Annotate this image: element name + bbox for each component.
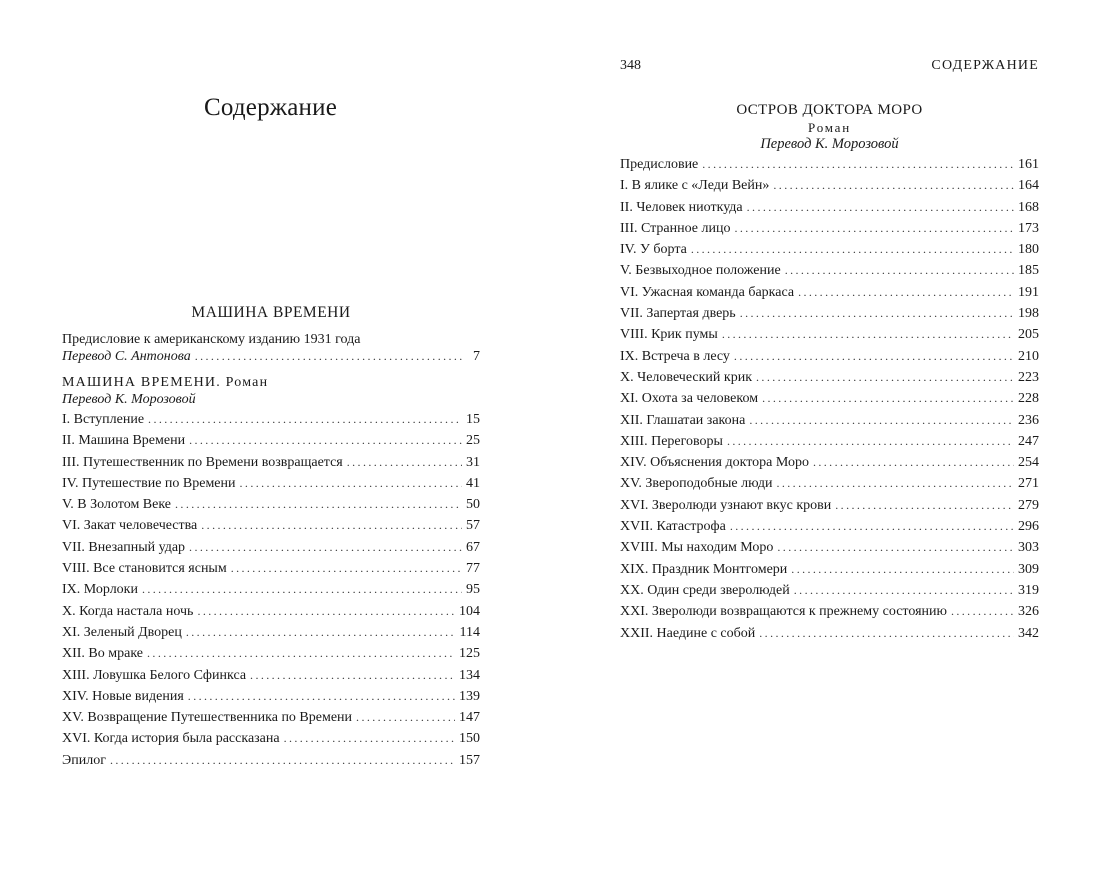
toc-entry-page: 236: [1018, 412, 1039, 428]
toc-entry: [620, 519, 1039, 540]
toc-entry-title: XVII. Катастрофа: [620, 519, 726, 535]
leader-dots: [189, 433, 462, 448]
toc-entry-title: IV. Путешествие по Времени: [62, 475, 236, 491]
right-page: [550, 0, 1100, 880]
toc-entry: [620, 604, 1039, 625]
toc-entry-title: III. Путешественник по Времени возвращается: [62, 454, 343, 470]
toc-entry-title: XIII. Переговоры: [620, 433, 723, 449]
toc-entry: [620, 562, 1039, 583]
toc-entry-title: VI. Ужасная команда баркаса: [620, 284, 795, 300]
toc-entry: [62, 561, 480, 582]
leader-dots: [791, 562, 1014, 577]
toc-entry: [62, 646, 480, 667]
leader-dots: [727, 434, 1014, 449]
toc-entry-title: Эпилог: [62, 752, 106, 768]
toc-entry: [62, 604, 480, 625]
novel-heading-block: [62, 375, 480, 409]
leader-dots: [722, 327, 1014, 342]
toc-list-right: [620, 157, 1039, 647]
toc-entry-page: 198: [1018, 306, 1039, 322]
toc-entry-title: X. Когда настала ночь: [62, 603, 194, 619]
leader-dots: [347, 455, 462, 470]
toc-entry-title: XII. Глашатаи закона: [620, 412, 746, 428]
toc-entry-title: XII. Во мраке: [62, 646, 144, 662]
toc-entry-page: 223: [1018, 369, 1039, 385]
toc-entry-title: XIV. Объяснения доктора Моро: [620, 455, 809, 471]
toc-entry-title: VIII. Все становится ясным: [62, 561, 227, 577]
leader-dots: [356, 710, 455, 725]
leader-dots: [201, 518, 462, 533]
leader-dots: [702, 157, 1014, 172]
novel-heading: [62, 375, 480, 392]
toc-entry: [620, 434, 1039, 455]
toc-entry-title: IX. Морлоки: [62, 582, 138, 598]
toc-list-left: [62, 412, 480, 774]
toc-entry-page: 205: [1018, 327, 1039, 343]
toc-entry-page: 50: [466, 497, 480, 513]
toc-entry-title: XVIII. Мы находим Моро: [620, 540, 774, 556]
toc-entry: [620, 413, 1039, 434]
toc-entry: [62, 455, 480, 476]
toc-entry-page: 157: [459, 752, 480, 768]
toc-entry-title: XVI. Когда история была рассказана: [62, 731, 280, 747]
toc-entry: [62, 476, 480, 497]
leader-dots: [794, 583, 1014, 598]
leader-dots: [759, 626, 1014, 641]
toc-entry-title: Предисловие: [620, 157, 699, 172]
toc-entry: [620, 498, 1039, 519]
toc-entry-page: 210: [1018, 348, 1039, 364]
toc-entry-title: XIV. Новые видения: [62, 688, 184, 704]
toc-entry: [620, 626, 1039, 647]
toc-entry: [62, 518, 480, 539]
leader-dots: [110, 753, 455, 768]
leader-dots: [734, 221, 1014, 236]
leader-dots: [776, 476, 1014, 491]
toc-entry-page: 134: [459, 667, 480, 683]
toc-entry-title: VI. Закат человечества: [62, 518, 198, 534]
toc-preface: [62, 332, 480, 368]
toc-entry-page: 164: [1018, 178, 1039, 194]
leader-dots: [195, 349, 462, 364]
leader-dots: [734, 349, 1014, 364]
leader-dots: [189, 540, 462, 555]
toc-entry: [620, 391, 1039, 412]
toc-entry: [620, 200, 1039, 221]
leader-dots: [691, 242, 1014, 257]
toc-entry: [620, 370, 1039, 391]
toc-entry-page: 15: [466, 412, 480, 427]
book-title-time-machine: МАШИНА ВРЕМЕНИ: [191, 304, 351, 321]
toc-entry-page: 228: [1018, 391, 1039, 407]
toc-entry-title: XI. Зеленый Дворец: [62, 624, 182, 640]
toc-entry: [620, 263, 1039, 284]
toc-entry-title: IX. Встреча в лесу: [620, 348, 730, 364]
book-genre: Роман: [807, 120, 852, 135]
toc-entry: [620, 540, 1039, 561]
toc-entry: [620, 327, 1039, 348]
preface-page: 7: [473, 349, 480, 364]
toc-entry-page: 319: [1018, 582, 1039, 598]
toc-entry-page: 296: [1018, 519, 1039, 535]
leader-dots: [813, 455, 1014, 470]
toc-entry-page: 168: [1018, 199, 1039, 215]
preface-title: Предисловие к американскому изданию 1931 года: [62, 332, 361, 347]
toc-entry: [620, 285, 1039, 306]
toc-entry-title: IV. У борта: [620, 242, 687, 258]
leader-dots: [747, 200, 1014, 215]
toc-entry-title: VII. Внезапный удар: [62, 539, 186, 555]
toc-entry: [620, 157, 1039, 178]
leader-dots: [762, 391, 1014, 406]
toc-entry-page: 95: [466, 582, 480, 598]
toc-entry-title: XV. Возвращение Путешественника по Времени: [62, 710, 353, 726]
leader-dots: [773, 178, 1014, 193]
toc-entry-page: 150: [459, 731, 480, 747]
toc-entry: [620, 476, 1039, 497]
leader-dots: [951, 604, 1014, 619]
toc-entry: [62, 582, 480, 603]
toc-entry-title: XVI. Зверолюди узнают вкус крови: [620, 497, 832, 513]
leader-dots: [148, 412, 462, 427]
leader-dots: [740, 306, 1014, 321]
toc-entry: [62, 540, 480, 561]
toc-entry: [620, 583, 1039, 604]
leader-dots: [284, 731, 455, 746]
toc-entry-page: 254: [1018, 455, 1039, 471]
toc-entry-title: V. В Золотом Веке: [62, 497, 172, 513]
toc-entry-title: XI. Охота за человеком: [620, 391, 759, 407]
toc-entry-page: 147: [459, 710, 480, 726]
leader-dots: [798, 285, 1014, 300]
toc-entry-page: 67: [466, 539, 480, 555]
toc-entry-title: II. Машина Времени: [62, 433, 186, 449]
toc-entry: [62, 625, 480, 646]
toc-entry-page: 25: [466, 433, 480, 449]
toc-entry-page: 31: [466, 454, 480, 470]
toc-entry: [62, 710, 480, 731]
leader-dots: [147, 646, 455, 661]
leader-dots: [188, 689, 455, 704]
leader-dots: [197, 604, 455, 619]
toc-entry-title: XXI. Зверолюди возвращаются к прежнему состоянию: [620, 604, 947, 620]
leader-dots: [730, 519, 1014, 534]
toc-entry-title: V. Безвыходное положение: [620, 263, 781, 279]
toc-entry: [62, 497, 480, 518]
novel-translator: Перевод К. Морозовой: [62, 392, 196, 407]
novel-genre: Роман: [225, 375, 269, 390]
toc-entry: [62, 689, 480, 710]
leader-dots: [142, 582, 462, 597]
toc-entry-title: I. Вступление: [62, 412, 145, 427]
toc-entry-title: XX. Один среди зверолюдей: [620, 582, 790, 598]
toc-entry-page: 180: [1018, 242, 1039, 258]
toc-entry-title: I. В ялике с «Леди Вейн»: [620, 178, 770, 194]
toc-entry-title: XXII. Наедине с собой: [620, 625, 756, 641]
toc-entry-page: 104: [459, 603, 480, 619]
leader-dots: [175, 497, 462, 512]
leader-dots: [777, 540, 1014, 555]
toc-entry-title: XIX. Праздник Монтгомери: [620, 561, 788, 577]
toc-entry-title: II. Человек ниоткуда: [620, 199, 743, 215]
toc-entry-page: 41: [466, 475, 480, 491]
toc-entry-page: 173: [1018, 220, 1039, 236]
toc-entry-page: 309: [1018, 561, 1039, 577]
toc-entry-page: 77: [466, 561, 480, 577]
preface-row: [62, 349, 480, 368]
toc-entry: [62, 412, 480, 433]
page-title: Содержание: [204, 94, 337, 121]
leader-dots: [231, 561, 462, 576]
toc-entry: [620, 349, 1039, 370]
toc-entry-title: VIII. Крик пумы: [620, 327, 718, 343]
toc-entry-page: 114: [459, 624, 480, 640]
toc-entry-title: III. Странное лицо: [620, 220, 731, 236]
toc-entry: [620, 178, 1039, 199]
toc-entry-page: 271: [1018, 476, 1039, 492]
book-translator: Перевод К. Морозовой: [760, 136, 899, 152]
toc-entry-page: 161: [1018, 157, 1039, 172]
toc-entry-title: X. Человеческий крик: [620, 369, 753, 385]
toc-entry-page: 247: [1018, 433, 1039, 449]
leader-dots: [186, 625, 456, 640]
leader-dots: [756, 370, 1014, 385]
toc-entry-page: 57: [466, 518, 480, 534]
toc-entry: [62, 731, 480, 752]
toc-entry-page: 326: [1018, 604, 1039, 620]
toc-entry: [620, 242, 1039, 263]
toc-entry-page: 125: [459, 646, 480, 662]
book-title-moreau: ОСТРОВ ДОКТОРА МОРО: [736, 102, 923, 118]
toc-entry: [620, 221, 1039, 242]
novel-heading-title: МАШИНА ВРЕМЕНИ.: [62, 375, 221, 390]
toc-entry-title: VII. Запертая дверь: [620, 306, 736, 322]
toc-entry: [62, 668, 480, 689]
running-head: СОДЕРЖАНИЕ: [931, 58, 1039, 73]
toc-entry: [62, 753, 480, 774]
toc-entry-page: 185: [1018, 263, 1039, 279]
toc-entry: [620, 306, 1039, 327]
toc-entry-title: XIII. Ловушка Белого Сфинкса: [62, 667, 247, 683]
leader-dots: [250, 668, 455, 683]
toc-entry-title: XV. Звероподобные люди: [620, 476, 773, 492]
toc-entry-page: 279: [1018, 497, 1039, 513]
page-number: 348: [620, 58, 641, 73]
leader-dots: [749, 413, 1014, 428]
toc-entry: [620, 455, 1039, 476]
leader-dots: [835, 498, 1014, 513]
toc-entry-page: 139: [459, 688, 480, 704]
toc-entry-page: 303: [1018, 540, 1039, 556]
toc-entry-page: 342: [1018, 625, 1039, 641]
toc-entry: [62, 433, 480, 454]
toc-entry-page: 191: [1018, 284, 1039, 300]
leader-dots: [240, 476, 462, 491]
leader-dots: [785, 263, 1014, 278]
preface-translator: Перевод С. Антонова: [62, 349, 191, 364]
